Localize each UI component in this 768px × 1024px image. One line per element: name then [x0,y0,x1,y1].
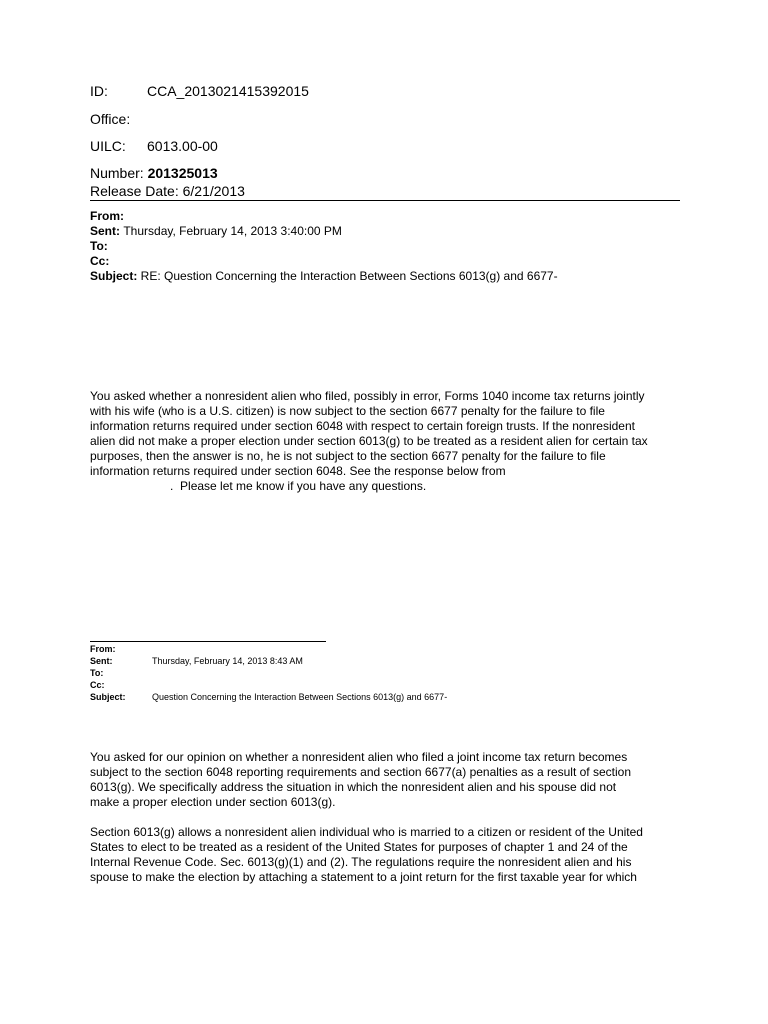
body-line: 6013(g). We specifically address the situation in which the nonresident alien and his spouse did not [90,780,617,794]
email1-sent-label: Sent: [90,224,124,238]
email1-to-label: To: [90,239,108,253]
number-value: 201325013 [147,165,218,181]
email2-to-label: To: [90,668,104,678]
email1-subject-value: RE: Question Concerning the Interaction Between Sections 6013(g) and 6677- [140,269,558,283]
email2-subject-value: Question Concerning the Interaction Between Sections 6013(g) and 6677- [152,692,448,702]
email1-sent-row [90,224,342,239]
office-label: Office: [90,111,131,127]
uilc-label: UILC: [90,138,126,154]
release-date-value: 6/21/2013 [182,183,245,199]
email2-cc-label: Cc: [90,680,105,690]
number-row [90,164,218,182]
email2-cc-row [90,679,105,691]
email1-from-label: From: [90,209,124,223]
email2-from-label: From: [90,644,116,654]
email2-to-row [90,667,103,679]
email2-sent-value: Thursday, February 14, 2013 8:43 AM [152,656,303,666]
uilc-row [90,137,218,155]
email1-subject-row [90,269,558,284]
email1-sent-value: Thursday, February 14, 2013 3:40:00 PM [123,224,342,238]
email2-sent-row [90,655,303,667]
body-line: information returns required under section 6048. See the response below from [90,464,506,478]
id-row [90,82,309,100]
body-line: You asked whether a nonresident alien who filed, possibly in error, Forms 1040 income tax returns jointly [90,389,645,403]
body-line: Internal Revenue Code. Sec. 6013(g)(1) and (2). The regulations require the nonresident alien and his [90,855,632,869]
email1-subject-label: Subject: [90,269,141,283]
release-date-label: Release Date: [90,183,183,199]
body-line: information returns required under section 6048 with respect to certain foreign trusts. If the nonresident [90,419,635,433]
email2-body-para1 [90,750,680,810]
body-line: with his wife (who is a U.S. citizen) is now subject to the section 6677 penalty for the failure to file [90,404,605,418]
number-label: Number: [90,165,148,181]
body-line: make a proper election under section 6013(g). [90,795,336,809]
forward-divider [90,641,326,642]
email1-body [90,389,680,494]
id-label: ID: [90,83,108,99]
email2-sent-label: Sent: [90,656,113,666]
office-row [90,110,130,128]
body-line: Section 6013(g) allows a nonresident alien individual who is married to a citizen or resident of the United [90,825,643,839]
body-line: purposes, then the answer is no, he is not subject to the section 6677 penalty for the failure to file [90,449,606,463]
body-line: alien did not make a proper election under section 6013(g) to be treated as a resident alien for certain tax [90,434,648,448]
body-line: States to elect to be treated as a resident of the United States for purposes of chapter 1 and 24 of the [90,840,628,854]
uilc-value: 6013.00-00 [147,138,218,154]
email1-from-row [90,209,124,224]
body-line: . Please let me know if you have any questions. [90,479,427,493]
body-line: subject to the section 6048 reporting requirements and section 6677(a) penalties as a result of section [90,765,631,779]
id-value: CCA_2013021415392015 [147,83,309,99]
email1-cc-label: Cc: [90,254,110,268]
email2-subject-row [90,691,448,703]
email1-to-row [90,239,108,254]
release-date-row [90,182,245,200]
email1-cc-row [90,254,109,269]
email2-from-row [90,643,116,655]
email2-subject-label: Subject: [90,692,126,702]
body-line: You asked for our opinion on whether a nonresident alien who filed a joint income tax return becomes [90,750,628,764]
email2-body-para2 [90,825,680,885]
header-divider [90,200,680,201]
body-line: spouse to make the election by attaching a statement to a joint return for the first taxable year for which [90,870,637,884]
